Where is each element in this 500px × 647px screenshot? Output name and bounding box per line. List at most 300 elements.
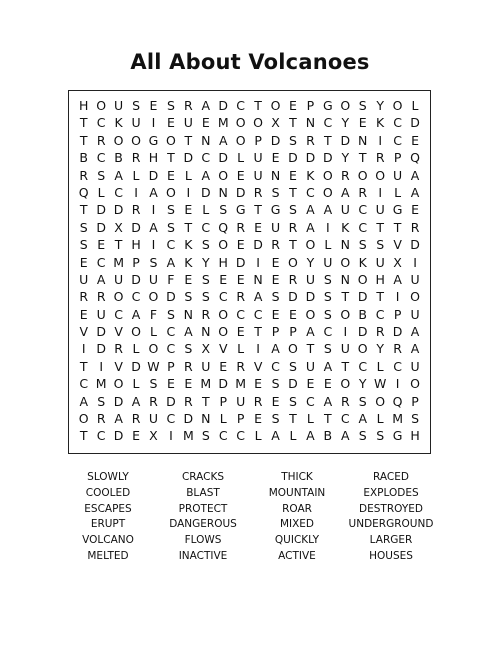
grid-letter[interactable]: D [166, 289, 176, 305]
grid-letter[interactable]: O [375, 167, 386, 183]
grid-letter[interactable]: U [375, 254, 385, 270]
grid-letter[interactable]: M [217, 115, 229, 131]
grid-letter[interactable]: I [378, 132, 382, 148]
grid-letter[interactable]: S [166, 98, 175, 113]
grid-letter[interactable]: P [236, 411, 245, 427]
grid-letter[interactable]: D [288, 289, 298, 305]
grid-letter[interactable]: C [253, 306, 263, 322]
grid-letter[interactable]: T [289, 115, 297, 131]
grid-letter[interactable]: S [79, 219, 88, 235]
grid-letter[interactable]: O [78, 411, 89, 427]
grid-letter[interactable]: N [340, 271, 350, 287]
grid-letter[interactable]: E [411, 202, 419, 218]
grid-letter[interactable]: S [289, 132, 297, 148]
grid-letter[interactable]: R [149, 393, 158, 409]
grid-letter[interactable]: R [184, 393, 193, 409]
grid-letter[interactable]: I [151, 202, 156, 218]
grid-letter[interactable]: D [96, 202, 106, 218]
grid-letter[interactable]: U [79, 271, 89, 287]
grid-letter[interactable]: R [340, 393, 350, 409]
grid-letter[interactable]: T [167, 150, 175, 166]
grid-letter[interactable]: T [376, 219, 384, 235]
grid-letter[interactable]: R [271, 237, 280, 253]
grid-letter[interactable]: T [324, 411, 332, 427]
grid-letter[interactable]: D [253, 237, 263, 253]
grid-letter[interactable]: C [236, 306, 246, 322]
grid-letter[interactable]: I [134, 184, 138, 200]
grid-letter[interactable]: A [410, 341, 420, 357]
grid-letter[interactable]: A [131, 393, 141, 409]
grid-letter[interactable]: K [184, 237, 193, 253]
grid-letter[interactable]: C [306, 393, 315, 409]
grid-letter[interactable]: E [254, 219, 263, 235]
grid-letter[interactable]: O [165, 132, 176, 148]
grid-letter[interactable]: R [131, 202, 141, 218]
grid-letter[interactable]: E [271, 271, 280, 287]
grid-letter[interactable]: A [253, 289, 263, 305]
grid-letter[interactable]: D [113, 393, 124, 409]
grid-letter[interactable]: F [167, 271, 175, 287]
grid-letter[interactable]: C [218, 428, 228, 444]
grid-letter[interactable]: S [184, 289, 193, 305]
grid-letter[interactable]: E [254, 376, 263, 392]
grid-letter[interactable]: E [184, 202, 193, 218]
grid-letter[interactable]: A [218, 132, 228, 148]
grid-letter[interactable]: Q [410, 150, 420, 166]
grid-letter[interactable]: C [358, 358, 368, 374]
grid-letter[interactable]: D [183, 411, 194, 427]
grid-letter[interactable]: N [218, 184, 228, 200]
grid-letter[interactable]: S [219, 202, 228, 218]
grid-letter[interactable]: S [323, 289, 332, 305]
grid-letter[interactable]: P [306, 98, 315, 113]
grid-letter[interactable]: T [289, 184, 297, 200]
grid-letter[interactable]: S [376, 428, 385, 444]
grid-letter[interactable]: R [375, 150, 385, 166]
grid-letter[interactable]: O [131, 324, 141, 340]
grid-letter[interactable]: T [201, 393, 210, 409]
grid-letter[interactable]: P [132, 254, 140, 270]
grid-letter[interactable]: A [341, 428, 350, 444]
grid-letter[interactable]: Y [341, 150, 350, 166]
grid-letter[interactable]: X [149, 428, 158, 444]
grid-letter[interactable]: A [323, 393, 333, 409]
grid-letter[interactable]: C [236, 98, 246, 113]
grid-letter[interactable]: S [289, 202, 297, 218]
grid-letter[interactable]: R [184, 98, 193, 113]
grid-letter[interactable]: C [201, 150, 211, 166]
grid-letter[interactable]: D [235, 184, 246, 200]
grid-letter[interactable]: S [201, 289, 210, 305]
grid-letter[interactable]: T [341, 358, 350, 374]
grid-letter[interactable]: E [271, 306, 280, 322]
grid-letter[interactable]: E [271, 254, 280, 270]
grid-letter[interactable]: A [166, 254, 176, 270]
grid-letter[interactable]: A [323, 202, 333, 218]
grid-letter[interactable]: A [306, 219, 315, 235]
grid-letter[interactable]: U [148, 411, 159, 427]
grid-letter[interactable]: I [169, 428, 173, 444]
grid-letter[interactable]: Y [376, 341, 384, 357]
grid-letter[interactable]: T [79, 132, 88, 148]
grid-letter[interactable]: A [306, 202, 315, 218]
grid-letter[interactable]: D [218, 150, 229, 166]
grid-letter[interactable]: S [323, 306, 332, 322]
grid-letter[interactable]: S [376, 237, 385, 253]
grid-letter[interactable]: N [183, 306, 194, 322]
grid-letter[interactable]: E [219, 358, 228, 374]
grid-letter[interactable]: V [253, 358, 263, 374]
grid-letter[interactable]: U [201, 358, 211, 374]
grid-letter[interactable]: R [96, 289, 106, 305]
grid-letter[interactable]: C [114, 306, 123, 322]
grid-letter[interactable]: A [201, 167, 211, 183]
grid-letter[interactable]: U [96, 306, 106, 322]
grid-letter[interactable]: I [343, 324, 348, 340]
grid-letter[interactable]: O [340, 376, 351, 392]
grid-letter[interactable]: T [376, 289, 384, 305]
grid-letter[interactable]: S [166, 306, 175, 322]
grid-letter[interactable]: N [305, 115, 316, 131]
grid-letter[interactable]: S [132, 98, 140, 113]
grid-letter[interactable]: U [253, 150, 263, 166]
grid-letter[interactable]: O [218, 237, 229, 253]
grid-letter[interactable]: O [96, 98, 107, 113]
grid-letter[interactable]: Q [392, 393, 403, 409]
grid-letter[interactable]: C [340, 411, 350, 427]
grid-letter[interactable]: D [96, 341, 106, 357]
grid-letter[interactable]: E [358, 115, 367, 131]
grid-letter[interactable]: C [96, 254, 106, 270]
grid-letter[interactable]: C [323, 324, 333, 340]
grid-letter[interactable]: R [114, 341, 123, 357]
grid-letter[interactable]: O [305, 306, 316, 322]
grid-letter[interactable]: U [253, 167, 263, 183]
grid-letter[interactable]: L [289, 428, 297, 444]
grid-letter[interactable]: O [340, 98, 351, 113]
grid-letter[interactable]: Y [201, 254, 210, 270]
grid-letter[interactable]: S [289, 393, 297, 409]
grid-letter[interactable]: S [358, 393, 367, 409]
grid-letter[interactable]: L [376, 358, 384, 374]
grid-letter[interactable]: N [201, 324, 211, 340]
grid-letter[interactable]: D [96, 219, 106, 235]
grid-letter[interactable]: L [184, 167, 192, 183]
grid-letter[interactable]: L [132, 376, 140, 392]
grid-letter[interactable]: B [323, 428, 333, 444]
grid-letter[interactable]: E [201, 115, 210, 131]
grid-letter[interactable]: O [340, 254, 351, 270]
grid-letter[interactable]: U [183, 115, 193, 131]
grid-letter[interactable]: C [323, 115, 333, 131]
grid-letter[interactable]: R [79, 289, 89, 305]
grid-letter[interactable]: R [358, 184, 368, 200]
grid-letter[interactable]: U [305, 358, 315, 374]
grid-letter[interactable]: P [393, 150, 402, 166]
grid-letter[interactable]: O [270, 98, 281, 113]
grid-letter[interactable]: V [114, 324, 123, 340]
grid-letter[interactable]: I [326, 219, 330, 235]
grid-letter[interactable]: E [236, 271, 245, 287]
grid-letter[interactable]: C [218, 289, 228, 305]
grid-letter[interactable]: D [288, 376, 298, 392]
grid-letter[interactable]: S [271, 411, 280, 427]
grid-letter[interactable]: L [237, 341, 245, 357]
grid-letter[interactable]: Y [358, 376, 367, 392]
grid-letter[interactable]: D [305, 289, 316, 305]
grid-letter[interactable]: S [201, 271, 210, 287]
grid-letter[interactable]: E [166, 115, 175, 131]
grid-letter[interactable]: A [96, 271, 106, 287]
grid-letter[interactable]: Y [376, 98, 384, 113]
grid-letter[interactable]: E [254, 411, 263, 427]
grid-letter[interactable]: U [340, 341, 350, 357]
grid-letter[interactable]: R [236, 358, 245, 374]
grid-letter[interactable]: C [96, 115, 106, 131]
grid-letter[interactable]: C [393, 132, 402, 148]
grid-letter[interactable]: E [236, 167, 245, 183]
grid-letter[interactable]: E [184, 271, 193, 287]
grid-letter[interactable]: M [113, 254, 124, 270]
grid-letter[interactable]: D [357, 289, 368, 305]
grid-letter[interactable]: U [393, 167, 403, 183]
grid-letter[interactable]: O [410, 376, 420, 392]
grid-letter[interactable]: R [253, 393, 263, 409]
grid-letter[interactable]: C [393, 358, 402, 374]
grid-letter[interactable]: S [97, 393, 106, 409]
grid-letter[interactable]: R [236, 289, 245, 305]
grid-letter[interactable]: D [96, 324, 106, 340]
grid-letter[interactable]: R [236, 219, 245, 235]
grid-letter[interactable]: I [395, 289, 400, 305]
grid-letter[interactable]: T [254, 98, 262, 113]
grid-letter[interactable]: H [218, 254, 228, 270]
grid-letter[interactable]: C [306, 184, 315, 200]
grid-letter[interactable]: D [218, 98, 229, 113]
grid-letter[interactable]: C [114, 184, 123, 200]
grid-letter[interactable]: S [166, 219, 175, 235]
grid-letter[interactable]: D [410, 115, 420, 131]
grid-letter[interactable]: D [357, 324, 368, 340]
grid-letter[interactable]: R [96, 411, 106, 427]
grid-letter[interactable]: C [96, 428, 106, 444]
grid-letter[interactable]: T [341, 289, 350, 305]
grid-letter[interactable]: Y [341, 115, 350, 131]
grid-letter[interactable]: G [235, 202, 246, 218]
grid-letter[interactable]: I [186, 184, 191, 200]
grid-letter[interactable]: T [79, 358, 88, 374]
grid-letter[interactable]: H [410, 428, 420, 444]
grid-letter[interactable]: T [184, 132, 193, 148]
grid-letter[interactable]: C [271, 358, 280, 374]
grid-letter[interactable]: Y [306, 254, 315, 270]
grid-letter[interactable]: T [79, 202, 88, 218]
grid-letter[interactable]: D [200, 184, 211, 200]
grid-letter[interactable]: T [306, 341, 315, 357]
grid-letter[interactable]: O [218, 306, 229, 322]
grid-letter[interactable]: A [410, 167, 420, 183]
grid-letter[interactable]: A [393, 271, 402, 287]
grid-letter[interactable]: A [271, 428, 280, 444]
grid-letter[interactable]: O [131, 132, 141, 148]
grid-letter[interactable]: K [114, 115, 123, 131]
grid-letter[interactable]: T [79, 428, 88, 444]
grid-letter[interactable]: I [151, 237, 156, 253]
grid-letter[interactable]: R [288, 271, 298, 287]
grid-letter[interactable]: I [413, 254, 417, 270]
grid-letter[interactable]: S [323, 341, 332, 357]
grid-letter[interactable]: N [201, 411, 211, 427]
grid-letter[interactable]: O [113, 132, 124, 148]
grid-letter[interactable]: C [166, 324, 176, 340]
grid-letter[interactable]: A [323, 358, 333, 374]
grid-letter[interactable]: E [79, 306, 88, 322]
grid-letter[interactable]: O [357, 271, 368, 287]
grid-letter[interactable]: W [373, 376, 387, 392]
grid-letter[interactable]: E [306, 376, 315, 392]
grid-letter[interactable]: E [236, 237, 245, 253]
grid-letter[interactable]: C [166, 341, 176, 357]
grid-letter[interactable]: L [97, 184, 105, 200]
grid-letter[interactable]: S [358, 98, 367, 113]
grid-letter[interactable]: O [218, 324, 229, 340]
grid-letter[interactable]: C [375, 306, 385, 322]
grid-letter[interactable]: O [253, 115, 264, 131]
grid-letter[interactable]: D [131, 271, 141, 287]
grid-letter[interactable]: D [288, 150, 298, 166]
grid-letter[interactable]: O [235, 132, 246, 148]
grid-letter[interactable]: C [79, 376, 89, 392]
grid-letter[interactable]: L [411, 98, 419, 113]
grid-letter[interactable]: N [270, 167, 281, 183]
grid-letter[interactable]: G [392, 202, 403, 218]
grid-letter[interactable]: E [184, 376, 193, 392]
grid-letter[interactable]: K [358, 254, 367, 270]
grid-letter[interactable]: X [271, 115, 280, 131]
grid-letter[interactable]: C [131, 289, 141, 305]
grid-letter[interactable]: E [271, 393, 280, 409]
grid-letter[interactable]: K [341, 219, 350, 235]
grid-letter[interactable]: C [166, 237, 176, 253]
grid-letter[interactable]: D [410, 237, 420, 253]
grid-letter[interactable]: R [253, 184, 263, 200]
grid-letter[interactable]: P [289, 324, 297, 340]
grid-letter[interactable]: V [114, 358, 123, 374]
grid-letter[interactable]: D [270, 132, 281, 148]
grid-letter[interactable]: L [324, 237, 332, 253]
grid-letter[interactable]: D [113, 202, 124, 218]
grid-letter[interactable]: M [200, 376, 212, 392]
grid-letter[interactable]: K [306, 167, 315, 183]
grid-letter[interactable]: S [201, 428, 210, 444]
grid-letter[interactable]: L [132, 167, 140, 183]
grid-letter[interactable]: A [358, 411, 367, 427]
grid-letter[interactable]: U [410, 271, 420, 287]
grid-letter[interactable]: E [166, 167, 175, 183]
grid-letter[interactable]: E [97, 237, 106, 253]
grid-letter[interactable]: V [218, 341, 228, 357]
grid-letter[interactable]: O [340, 306, 351, 322]
grid-letter[interactable]: S [149, 376, 158, 392]
grid-letter[interactable]: E [219, 271, 228, 287]
grid-letter[interactable]: X [114, 219, 123, 235]
grid-letter[interactable]: S [149, 254, 158, 270]
grid-letter[interactable]: E [132, 428, 140, 444]
grid-letter[interactable]: D [131, 358, 141, 374]
grid-letter[interactable]: G [323, 98, 333, 113]
grid-letter[interactable]: D [218, 376, 229, 392]
grid-letter[interactable]: P [411, 393, 419, 409]
grid-letter[interactable]: B [114, 150, 123, 166]
grid-letter[interactable]: U [340, 202, 350, 218]
grid-letter[interactable]: W [147, 358, 160, 374]
grid-letter[interactable]: D [340, 132, 351, 148]
grid-letter[interactable]: D [183, 150, 194, 166]
grid-letter[interactable]: E [289, 167, 297, 183]
grid-letter[interactable]: U [270, 219, 281, 235]
grid-letter[interactable]: D [113, 428, 124, 444]
grid-letter[interactable]: H [375, 271, 385, 287]
grid-letter[interactable]: I [151, 115, 156, 131]
grid-letter[interactable]: L [254, 428, 262, 444]
grid-letter[interactable]: S [411, 411, 419, 427]
grid-letter[interactable]: A [184, 324, 193, 340]
grid-letter[interactable]: O [148, 341, 159, 357]
grid-letter[interactable]: D [131, 219, 141, 235]
grid-letter[interactable]: O [113, 376, 124, 392]
grid-letter[interactable]: O [288, 341, 298, 357]
grid-letter[interactable]: K [376, 115, 385, 131]
grid-letter[interactable]: D [148, 167, 159, 183]
grid-letter[interactable]: M [95, 376, 107, 392]
grid-letter[interactable]: S [358, 237, 367, 253]
grid-letter[interactable]: N [358, 132, 368, 148]
grid-letter[interactable]: I [256, 254, 260, 270]
grid-letter[interactable]: E [79, 254, 88, 270]
grid-letter[interactable]: R [306, 132, 315, 148]
grid-letter[interactable]: D [392, 324, 403, 340]
grid-letter[interactable]: T [393, 219, 402, 235]
grid-letter[interactable]: A [149, 219, 158, 235]
grid-letter[interactable]: A [410, 184, 420, 200]
grid-letter[interactable]: U [114, 271, 124, 287]
grid-letter[interactable]: T [289, 237, 297, 253]
grid-letter[interactable]: S [271, 376, 280, 392]
grid-letter[interactable]: T [289, 411, 297, 427]
grid-letter[interactable]: A [201, 98, 211, 113]
grid-letter[interactable]: L [132, 341, 140, 357]
grid-letter[interactable]: E [411, 132, 419, 148]
grid-letter[interactable]: S [184, 341, 193, 357]
grid-letter[interactable]: E [323, 376, 332, 392]
grid-letter[interactable]: M [182, 428, 194, 444]
grid-letter[interactable]: D [323, 150, 333, 166]
grid-letter[interactable]: L [376, 411, 384, 427]
grid-letter[interactable]: S [358, 428, 367, 444]
grid-letter[interactable]: L [149, 324, 157, 340]
grid-letter[interactable]: G [392, 428, 403, 444]
grid-letter[interactable]: E [236, 324, 245, 340]
grid-letter[interactable]: O [322, 184, 333, 200]
grid-letter[interactable]: Q [78, 184, 89, 200]
grid-letter[interactable]: L [306, 411, 314, 427]
grid-letter[interactable]: S [166, 202, 175, 218]
grid-letter[interactable]: H [148, 150, 159, 166]
grid-letter[interactable]: O [288, 254, 298, 270]
grid-letter[interactable]: O [305, 237, 316, 253]
grid-letter[interactable]: C [236, 428, 246, 444]
grid-letter[interactable]: S [289, 358, 297, 374]
